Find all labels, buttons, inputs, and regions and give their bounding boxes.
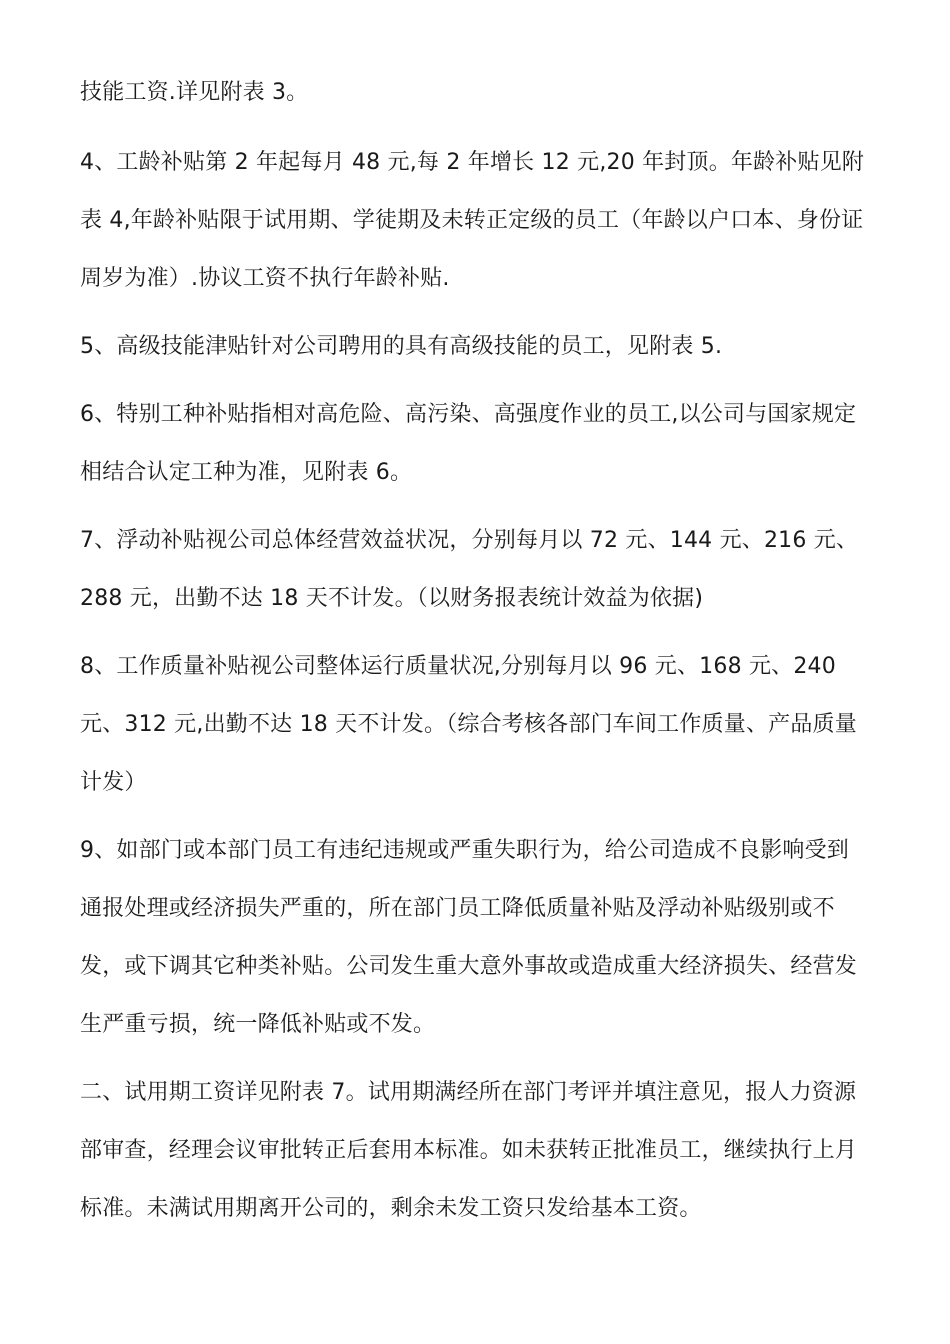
paragraph-item-6-special-job-allowance: 6、特别工种补贴指相对高危险、高污染、高强度作业的员工,以公司与国家规定相结合认定工种为准，见附表 6。 <box>80 402 857 485</box>
paragraph-item-9-violation-rule: 9、如部门或本部门员工有违纪违规或严重失职行为，给公司造成不良影响受到通报处理或经济损失严重的，所在部门员工降低质量补贴及浮动补贴级别或不发，或下调其它种类补贴。公司发生重大意外事故或造成重大经济损失、经营发生严重亏损，统一降低补贴或不发。 <box>80 838 858 1037</box>
paragraph-item-7-floating-allowance: 7、浮动补贴视公司总体经营效益状况，分别每月以 72 元、144 元、216 元、288 元，出勤不达 18 天不计发。（以财务报表统计效益为依据) <box>80 528 859 611</box>
document-body <box>80 64 870 1238</box>
paragraph-item-8-quality-allowance: 8、工作质量补贴视公司整体运行质量状况,分别每月以 96 元、168 元、240 元、312 元,出勤不达 18 天不计发。（综合考核各部门车间工作质量、产品质量计发） <box>80 654 857 795</box>
paragraph-section-2-probation-wage: 二、试用期工资详见附表 7。试用期满经所在部门考评并填注意见，报人力资源部审查，经理会议审批转正后套用本标准。如未获转正批准员工，继续执行上月标准。未满试用期离开公司的，剩余未发工资只发给基本工资。 <box>80 1080 858 1221</box>
paragraph-item-5-advanced-skill-allowance: 5、高级技能津贴针对公司聘用的具有高级技能的员工，见附表 5. <box>80 334 723 359</box>
paragraph-skill-wage-note: 技能工资.详见附表 3。 <box>80 80 309 105</box>
paragraph-item-4-seniority-allowance: 4、工龄补贴第 2 年起每月 48 元,每 2 年增长 12 元,20 年封顶。年龄补贴见附表 4,年龄补贴限于试用期、学徒期及未转正定级的员工（年龄以户口本、身份证周岁为准）.协议工资不执行年龄补贴. <box>80 150 865 291</box>
